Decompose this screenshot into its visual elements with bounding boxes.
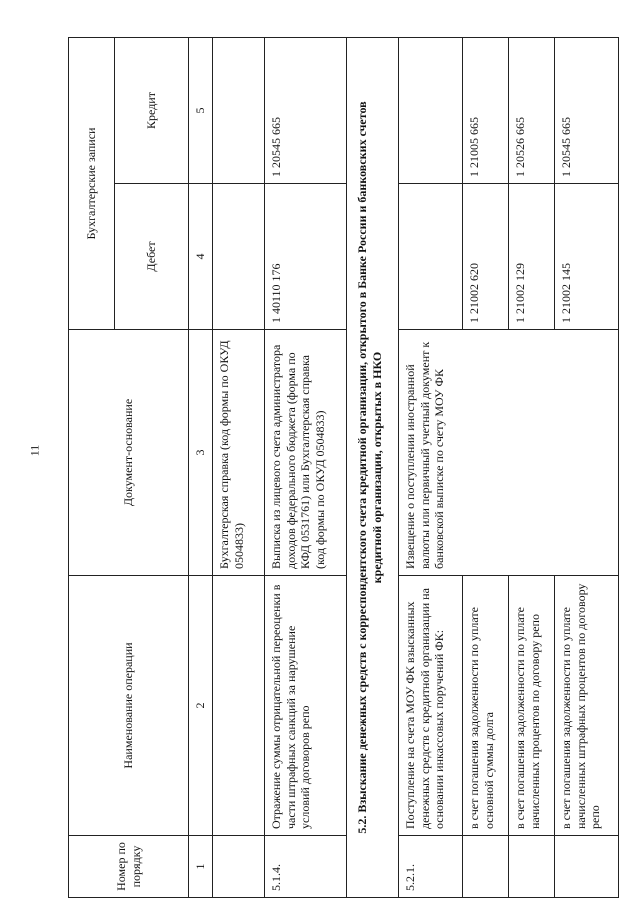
subrow1-credit: 1 21005 665 [463,37,509,183]
section-heading-52: 5.2. Взыскание денежных средств с корреспондентского счета кредитной организации, открытого в Банке России и банковских счетов кредитной организации, открытых в НКО [347,37,399,897]
subrow3-debit: 1 21002 145 [555,184,619,330]
table-row-514 [265,37,347,897]
header-debit: Дебет [115,184,189,330]
accounting-table [68,37,619,898]
row514-num: 5.1.4. [265,836,347,898]
colnum-1: 1 [189,836,213,898]
page-number: 11 [27,444,42,457]
cont-debit [213,184,265,330]
row514-op: Отражение суммы отрицательной переоценки в части штрафных санкций за нарушение условий договоров репо [265,576,347,836]
subrow1-debit: 1 21002 620 [463,184,509,330]
header-num: Номер по порядку [69,836,189,898]
row521-op: Поступление на счета МОУ ФК взысканных денежных средств с кредитной организации на основании инкассовых поручений ФК: [399,576,463,836]
subrow1-num [463,836,509,898]
header-operation: Наименование операции [69,576,189,836]
subrow3-op: в счет погашения задолженности по уплате начисленных штрафных процентов по договору репо [555,576,619,836]
header-document: Документ-основание [69,330,189,576]
subrow2-debit: 1 21002 129 [509,184,555,330]
colnum-3: 3 [189,330,213,576]
colnum-4: 4 [189,184,213,330]
cont-credit [213,37,265,183]
rotated-page [68,38,636,898]
cont-num [213,836,265,898]
cont-op [213,576,265,836]
subrow2-op: в счет погашения задолженности по уплате начисленных процентов по договору репо [509,576,555,836]
subrow2-credit: 1 20526 665 [509,37,555,183]
row521-debit [399,184,463,330]
row514-debit: 1 40110 176 [265,184,347,330]
row521-credit [399,37,463,183]
header-credit: Кредит [115,37,189,183]
subrow2-num [509,836,555,898]
subrow3-credit: 1 20545 665 [555,37,619,183]
cont-doc: Бухгалтерская справка (код формы по ОКУД 0504833) [213,330,265,576]
header-entries: Бухгалтерские записи [69,37,115,329]
subrow1-op: в счет погашения задолженности по уплате основной суммы долга [463,576,509,836]
row514-credit: 1 20545 665 [265,37,347,183]
row521-num: 5.2.1. [399,836,463,898]
row521-doc: Извещение о поступлении иностранной валюты или первичный учетный документ к банковской выписке по счету МОУ ФК [399,330,619,576]
colnum-2: 2 [189,576,213,836]
colnum-5: 5 [189,37,213,183]
row514-doc: Выписка из лицевого счета администратора доходов федерального бюджета (форма по КФД 0531761) или Бухгалтерская справка (код формы по ОКУД 0504833) [265,330,347,576]
table-row-continuation [213,37,265,897]
subrow3-num [555,836,619,898]
table-row-521 [399,37,463,897]
